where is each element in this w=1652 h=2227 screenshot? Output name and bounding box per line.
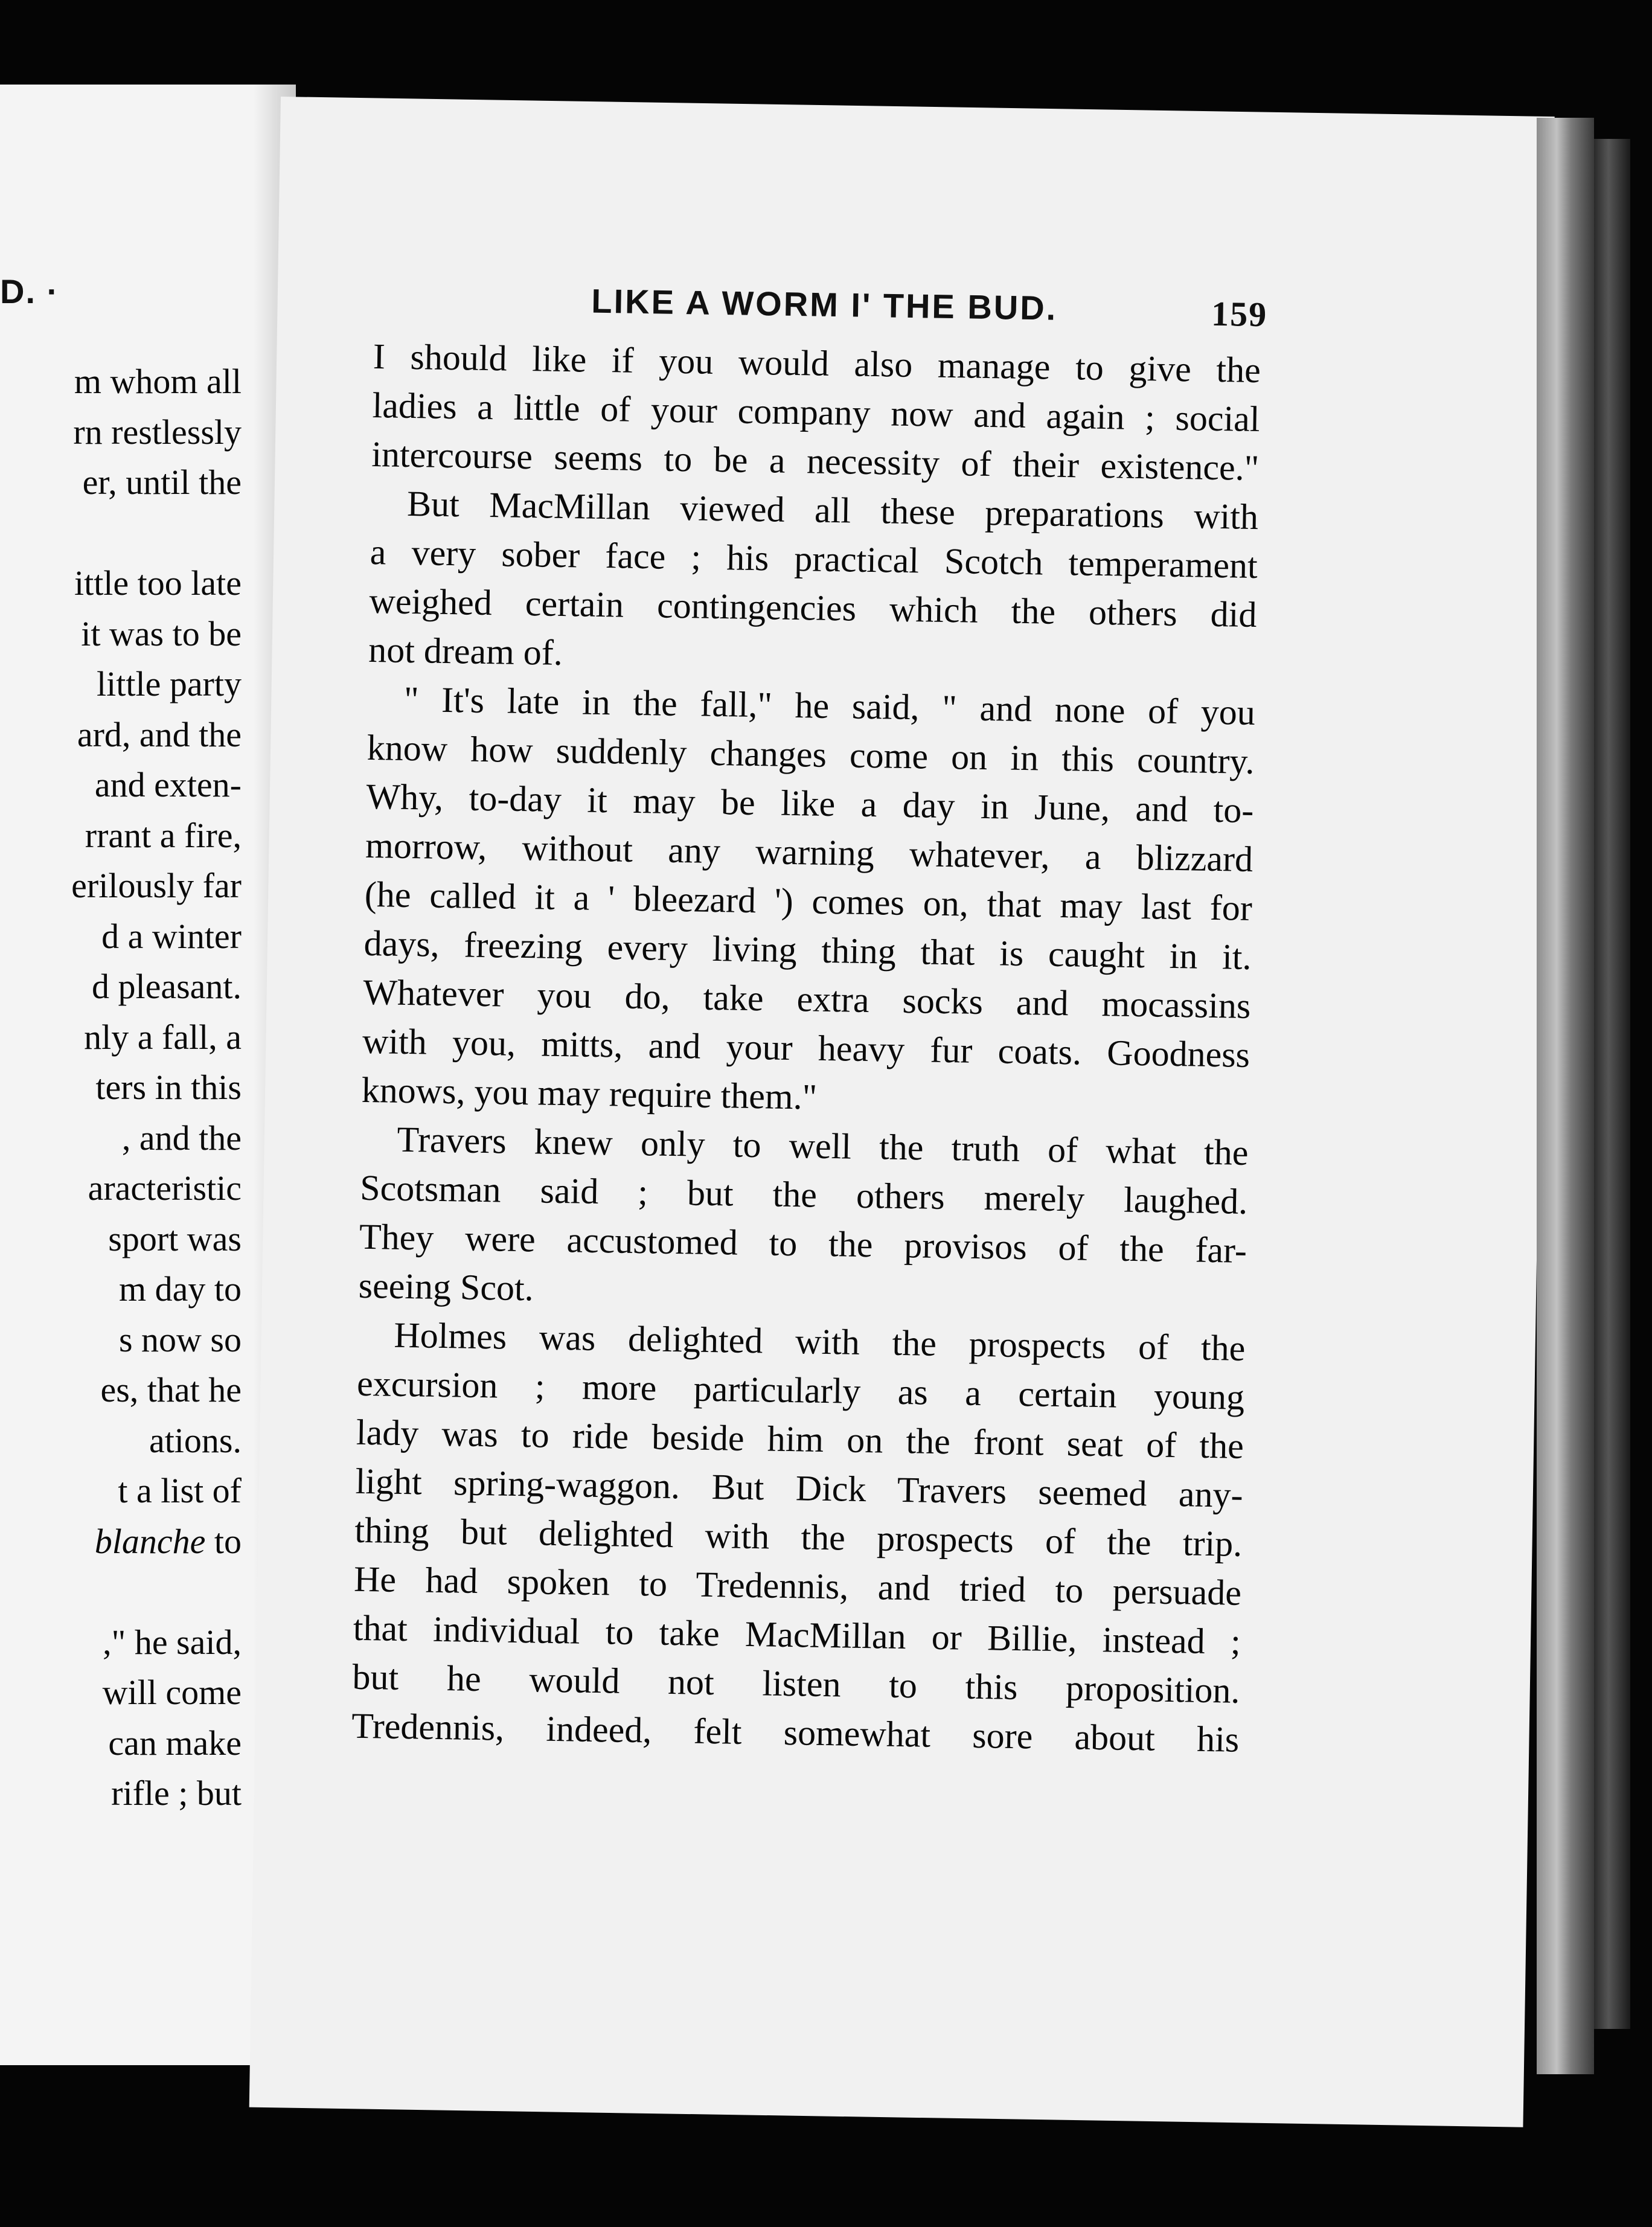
left-text-line: s now so [118,1319,242,1359]
left-text-line: rrant a fire, [85,815,242,855]
left-text-line: , and the [121,1118,242,1158]
left-text-line: ations. [149,1420,242,1460]
text-line: " It's late in the fall," he said, " and none of you [403,679,1256,732]
left-text-line: little party [97,664,242,703]
left-text-line: it was to be [81,614,242,653]
text-line: morrow, without any warning whatever, a blizzard [365,825,1253,879]
right-page-text [351,278,1268,1764]
text-line: days, freezing every living thing that is caught in it. [363,923,1252,977]
left-text-line: and exten- [94,765,242,804]
left-text-line: d pleasant. [91,967,242,1006]
text-line: (he called it a ' bleezard ') comes on, that may last for [364,874,1253,928]
text-line: but he would not listen to this proposition. [352,1656,1240,1711]
left-page [0,85,296,2065]
text-line: knows, you may require them." [361,1069,818,1117]
left-text-line: ," he said, [103,1622,242,1662]
left-text-line: nly a fall, a [84,1017,242,1057]
text-line: He had spoken to Tredennis, and tried to persuade [353,1559,1242,1613]
text-line: Scotsman said ; but the others merely laughed. [359,1167,1248,1222]
text-line: excursion ; more particularly as a certain young [356,1363,1245,1417]
text-line: with you, mitts, and your heavy fur coats. Goodness [362,1021,1250,1075]
text-line: weighed certain contingencies which the others did [369,580,1257,635]
left-text-line: t a list of [118,1471,242,1510]
text-line: But MacMillan viewed all these preparations with [406,483,1259,537]
text-line: that individual to take MacMillan or Billie, instead ; [353,1607,1241,1662]
left-text-line: aracteristic [88,1168,242,1208]
left-text-line: rn restlessly [73,412,242,452]
left-text-line: will come [102,1673,242,1712]
text-line: seeing Scot. [358,1265,534,1309]
text-line: lady was to ride beside him on the front seat of the [356,1412,1244,1466]
text-line: intercourse seems to be a necessity of their existence." [371,434,1260,489]
text-line: know how suddenly changes come on in this country. [367,727,1255,781]
text-line: They were accustomed to the provisos of the far- [359,1216,1247,1271]
text-line: I should like if you would also manage to give the [373,336,1261,391]
left-text-line: blanche [94,1521,206,1561]
left-text-line [0,508,242,559]
text-line: thing but delighted with the prospects of the trip. [354,1510,1243,1564]
text-line: not dream of. [368,629,563,673]
page-edge [1537,118,1594,2074]
left-text-line [0,1566,242,1617]
left-text-line: ittle too late [74,563,242,603]
left-running-head: D. · [0,272,60,310]
left-text-line: m day to [119,1269,242,1309]
left-text-line: erilously far [71,866,242,905]
running-head-title: LIKE A WORM I' THE BUD. [591,281,1058,327]
left-text-line: ard, and the [77,714,242,754]
left-text-line: d a winter [101,916,242,956]
text-line: a very sober face ; his practical Scotch temperament [370,531,1258,586]
text-line: ladies a little of your company now and again ; social [372,385,1261,440]
left-text-line-wrapper [0,1516,242,1567]
text-line: light spring-waggon. But Dick Travers seemed any- [355,1461,1244,1515]
left-text-line: ters in this [95,1068,242,1107]
left-text-line: er, until the [82,463,242,502]
left-text-line: es, that he [100,1370,242,1409]
left-page-text [0,356,242,1819]
left-text-line: m whom all [74,362,242,401]
left-text-line-tail: to [205,1521,242,1561]
text-line: Whatever you do, take extra socks and mocassins [362,972,1251,1026]
left-text-line: sport was [108,1219,242,1258]
text-line: Travers knew only to well the truth of what the [397,1119,1249,1173]
left-text-line: can make [108,1723,242,1763]
text-line: Holmes was delighted with the prospects of the [393,1315,1246,1368]
text-line: Tredennis, indeed, felt somewhat sore about his [351,1705,1240,1760]
page-number: 159 [1211,293,1268,335]
left-text-line: rifle ; but [111,1774,242,1813]
book-cover-edge [1594,139,1630,2029]
body-text [351,332,1261,1764]
text-line: Why, to-day it may be like a day in June, and to- [365,776,1254,830]
